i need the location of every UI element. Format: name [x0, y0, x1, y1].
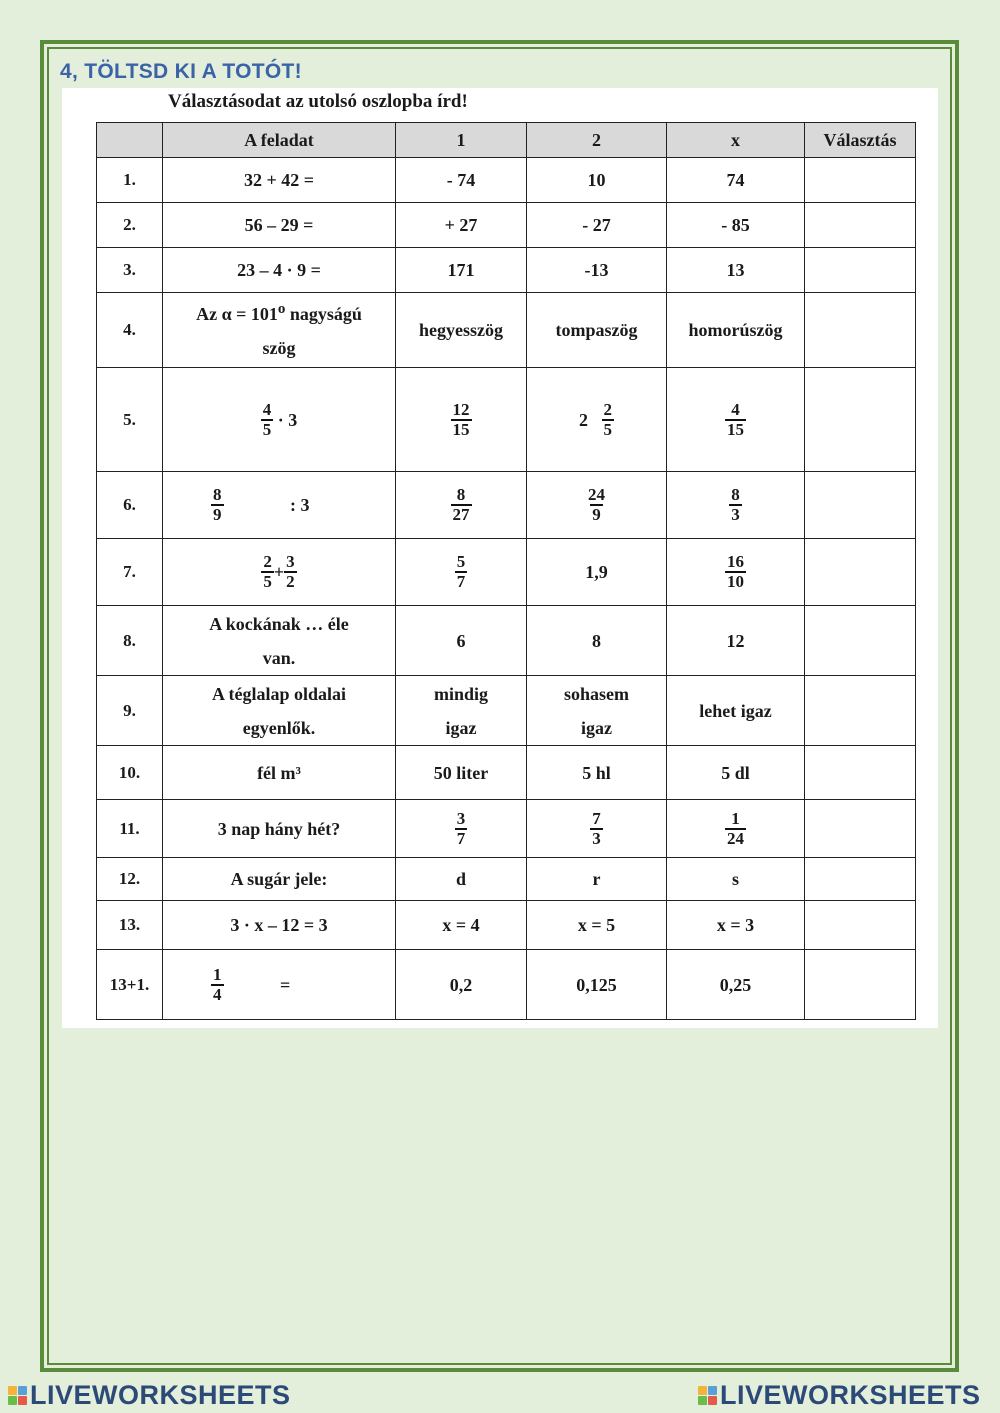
- row-number: 13+1.: [97, 950, 163, 1020]
- header-option-2: 2: [527, 123, 667, 158]
- option-1-cell: [396, 800, 527, 858]
- logo-square-v: [8, 1396, 17, 1405]
- logo-square-e: [18, 1396, 27, 1405]
- option-1-cell: 50 liter: [396, 746, 527, 800]
- denominator: 10: [727, 572, 744, 592]
- row-number: 12.: [97, 858, 163, 901]
- option-2-cell: - 27: [527, 203, 667, 248]
- task-cell: [163, 472, 396, 539]
- operator: =: [280, 974, 291, 995]
- choice-answer-cell[interactable]: [805, 472, 916, 539]
- choice-answer-cell[interactable]: [805, 368, 916, 472]
- task-cell: fél m³: [163, 746, 396, 800]
- logo-square-e: [708, 1396, 717, 1405]
- fraction: [729, 486, 742, 524]
- choice-answer-cell[interactable]: [805, 950, 916, 1020]
- task-cell: [163, 950, 396, 1020]
- task-line-1: A téglalap oldalai: [211, 683, 346, 704]
- numerator: 4: [731, 399, 740, 419]
- option-line-2: igaz: [445, 717, 477, 738]
- option-x-cell: 13: [667, 248, 805, 293]
- toto-table: [96, 122, 916, 1020]
- table-row: [97, 203, 916, 248]
- task-line-2: egyenlők.: [242, 717, 316, 738]
- fraction: [211, 486, 224, 524]
- option-x-cell: 0,25: [667, 950, 805, 1020]
- header-option-1: 1: [396, 123, 527, 158]
- task-line-1-end: nagyságú: [285, 304, 362, 324]
- denominator: 24: [727, 828, 744, 848]
- numerator: 12: [452, 399, 470, 419]
- logo-square-l: [8, 1386, 17, 1395]
- task-cell: [163, 293, 396, 368]
- choice-answer-cell[interactable]: [805, 746, 916, 800]
- option-2-cell: -13: [527, 248, 667, 293]
- numerator: 1: [731, 808, 740, 828]
- instruction-text: Választásodat az utolsó oszlopba írd!: [168, 91, 468, 112]
- denominator: 27: [452, 505, 470, 525]
- denominator: 2: [286, 572, 295, 592]
- numerator: 5: [456, 552, 466, 572]
- numerator: 16: [727, 552, 744, 572]
- numerator: 7: [592, 808, 601, 828]
- table-row: [97, 158, 916, 203]
- fraction: [261, 553, 274, 591]
- table-row: [97, 248, 916, 293]
- option-x-cell: [667, 800, 805, 858]
- option-2-cell: [527, 472, 667, 539]
- option-x-cell: - 85: [667, 203, 805, 248]
- option-1-cell: hegyesszög: [396, 293, 527, 368]
- table-row: [97, 368, 916, 472]
- task-line-1: Az α = 101: [196, 304, 278, 324]
- logo-square-i: [18, 1386, 27, 1395]
- denominator: 15: [727, 419, 744, 439]
- logo-square-l: [698, 1386, 707, 1395]
- task-line-1: A kockának … éle: [209, 613, 349, 634]
- fraction: [451, 486, 472, 524]
- liveworksheets-logo-right: [698, 1380, 981, 1411]
- table-row: [97, 293, 916, 368]
- option-1-cell: d: [396, 858, 527, 901]
- choice-answer-cell[interactable]: [805, 858, 916, 901]
- denominator: 9: [213, 505, 222, 525]
- option-1-cell: 171: [396, 248, 527, 293]
- option-x-cell: x = 3: [667, 901, 805, 950]
- numerator: 8: [213, 485, 222, 505]
- option-2-cell: 0,125: [527, 950, 667, 1020]
- task-cell: 3 nap hány hét?: [163, 800, 396, 858]
- option-1-cell: + 27: [396, 203, 527, 248]
- logo-square-v: [698, 1396, 707, 1405]
- choice-answer-cell[interactable]: [805, 800, 916, 858]
- operator: +: [273, 562, 285, 583]
- fraction: [451, 401, 472, 439]
- liveworksheets-icon: [8, 1386, 27, 1405]
- fraction: [455, 810, 468, 848]
- numerator: 8: [456, 485, 466, 505]
- option-x-cell: [667, 539, 805, 606]
- numerator: 2: [263, 552, 272, 572]
- option-x-cell: 74: [667, 158, 805, 203]
- row-number: 5.: [97, 368, 163, 472]
- fraction: [602, 401, 615, 439]
- choice-answer-cell[interactable]: [805, 248, 916, 293]
- denominator: 5: [603, 419, 612, 439]
- task-cell: [163, 676, 396, 746]
- numerator: 8: [731, 485, 740, 505]
- option-x-cell: lehet igaz: [667, 676, 805, 746]
- row-number: 4.: [97, 293, 163, 368]
- task-cell: 56 – 29 =: [163, 203, 396, 248]
- denominator: 7: [456, 572, 466, 592]
- header-choice: Választás: [805, 123, 916, 158]
- row-number: 7.: [97, 539, 163, 606]
- denominator: 5: [262, 419, 272, 439]
- numerator: 4: [262, 399, 272, 419]
- choice-answer-cell[interactable]: [805, 203, 916, 248]
- option-x-cell: 12: [667, 606, 805, 676]
- denominator: 5: [263, 572, 272, 592]
- option-x-cell: [667, 368, 805, 472]
- numerator: 3: [456, 808, 466, 828]
- header-task: A feladat: [163, 123, 396, 158]
- task-cell: 23 – 4 · 9 =: [163, 248, 396, 293]
- option-line-1: sohasem: [563, 683, 629, 704]
- row-number: 2.: [97, 203, 163, 248]
- task-cell: 32 + 42 =: [163, 158, 396, 203]
- option-x-cell: 5 dl: [667, 746, 805, 800]
- option-1-cell: 0,2: [396, 950, 527, 1020]
- table-row: [97, 901, 916, 950]
- task-cell: 3 · x – 12 = 3: [163, 901, 396, 950]
- numerator: 1: [213, 964, 222, 984]
- denominator: 7: [456, 828, 466, 848]
- header-option-x: x: [667, 123, 805, 158]
- option-x-cell: [667, 472, 805, 539]
- option-x-cell: homorúszög: [667, 293, 805, 368]
- header-blank: [97, 123, 163, 158]
- table-row: [97, 676, 916, 746]
- option-2-cell: 5 hl: [527, 746, 667, 800]
- choice-answer-cell[interactable]: [805, 606, 916, 676]
- row-number: 8.: [97, 606, 163, 676]
- fraction: [586, 486, 607, 524]
- logo-text: LIVEWORKSHEETS: [720, 1380, 981, 1410]
- table-row: [97, 950, 916, 1020]
- task-line-2: van.: [262, 647, 296, 668]
- task-cell: A sugár jele:: [163, 858, 396, 901]
- numerator: 2: [603, 399, 612, 419]
- table-row: [97, 746, 916, 800]
- table-row: [97, 606, 916, 676]
- fraction: [725, 810, 746, 848]
- option-1-cell: [396, 539, 527, 606]
- numerator: 3: [286, 552, 295, 572]
- fraction: [455, 553, 468, 591]
- choice-answer-cell[interactable]: [805, 158, 916, 203]
- option-1-cell: [396, 368, 527, 472]
- row-number: 11.: [97, 800, 163, 858]
- row-number: 9.: [97, 676, 163, 746]
- option-2-cell: x = 5: [527, 901, 667, 950]
- header-row: [97, 123, 916, 158]
- row-number: 1.: [97, 158, 163, 203]
- option-line-1: mindig: [433, 683, 489, 704]
- option-2-cell: r: [527, 858, 667, 901]
- choice-answer-cell[interactable]: [805, 676, 916, 746]
- option-2-cell: 10: [527, 158, 667, 203]
- whole-number: 2: [579, 409, 588, 430]
- fraction: [590, 810, 603, 848]
- task-cell: [163, 606, 396, 676]
- denominator: 3: [592, 828, 601, 848]
- option-1-cell: [396, 676, 527, 746]
- operator: : 3: [290, 495, 310, 516]
- denominator: 9: [592, 505, 601, 525]
- logo-text: LIVEWORKSHEETS: [30, 1380, 291, 1410]
- operator: · 3: [277, 409, 298, 430]
- exercise-heading: 4, TÖLTSD KI A TOTÓT!: [60, 60, 302, 83]
- table-row: [97, 800, 916, 858]
- option-2-cell: 8: [527, 606, 667, 676]
- fraction: [725, 401, 746, 439]
- option-x-cell: s: [667, 858, 805, 901]
- choice-answer-cell[interactable]: [805, 901, 916, 950]
- row-number: 13.: [97, 901, 163, 950]
- fraction: [211, 966, 224, 1004]
- choice-answer-cell[interactable]: [805, 293, 916, 368]
- option-2-cell: 1,9: [527, 539, 667, 606]
- option-1-cell: 6: [396, 606, 527, 676]
- option-2-cell: [527, 368, 667, 472]
- denominator: 15: [452, 419, 470, 439]
- table-row: [97, 858, 916, 901]
- row-number: 10.: [97, 746, 163, 800]
- option-1-cell: - 74: [396, 158, 527, 203]
- liveworksheets-icon: [698, 1386, 717, 1405]
- option-2-cell: [527, 676, 667, 746]
- numerator: 24: [588, 485, 605, 505]
- row-number: 6.: [97, 472, 163, 539]
- task-cell: [163, 368, 396, 472]
- table-row: [97, 472, 916, 539]
- choice-answer-cell[interactable]: [805, 539, 916, 606]
- fraction: [284, 553, 297, 591]
- denominator: 4: [213, 984, 222, 1004]
- option-line-2: igaz: [581, 717, 612, 738]
- fraction: [725, 553, 746, 591]
- denominator: 3: [731, 505, 740, 525]
- option-2-cell: tompaszög: [527, 293, 667, 368]
- liveworksheets-logo-left: [8, 1380, 291, 1411]
- option-2-cell: [527, 800, 667, 858]
- option-1-cell: x = 4: [396, 901, 527, 950]
- fraction: [261, 401, 274, 439]
- row-number: 3.: [97, 248, 163, 293]
- option-1-cell: [396, 472, 527, 539]
- degree-sign: o: [277, 301, 286, 317]
- task-cell: [163, 539, 396, 606]
- logo-square-i: [708, 1386, 717, 1395]
- table-row: [97, 539, 916, 606]
- task-line-2: szög: [262, 338, 296, 359]
